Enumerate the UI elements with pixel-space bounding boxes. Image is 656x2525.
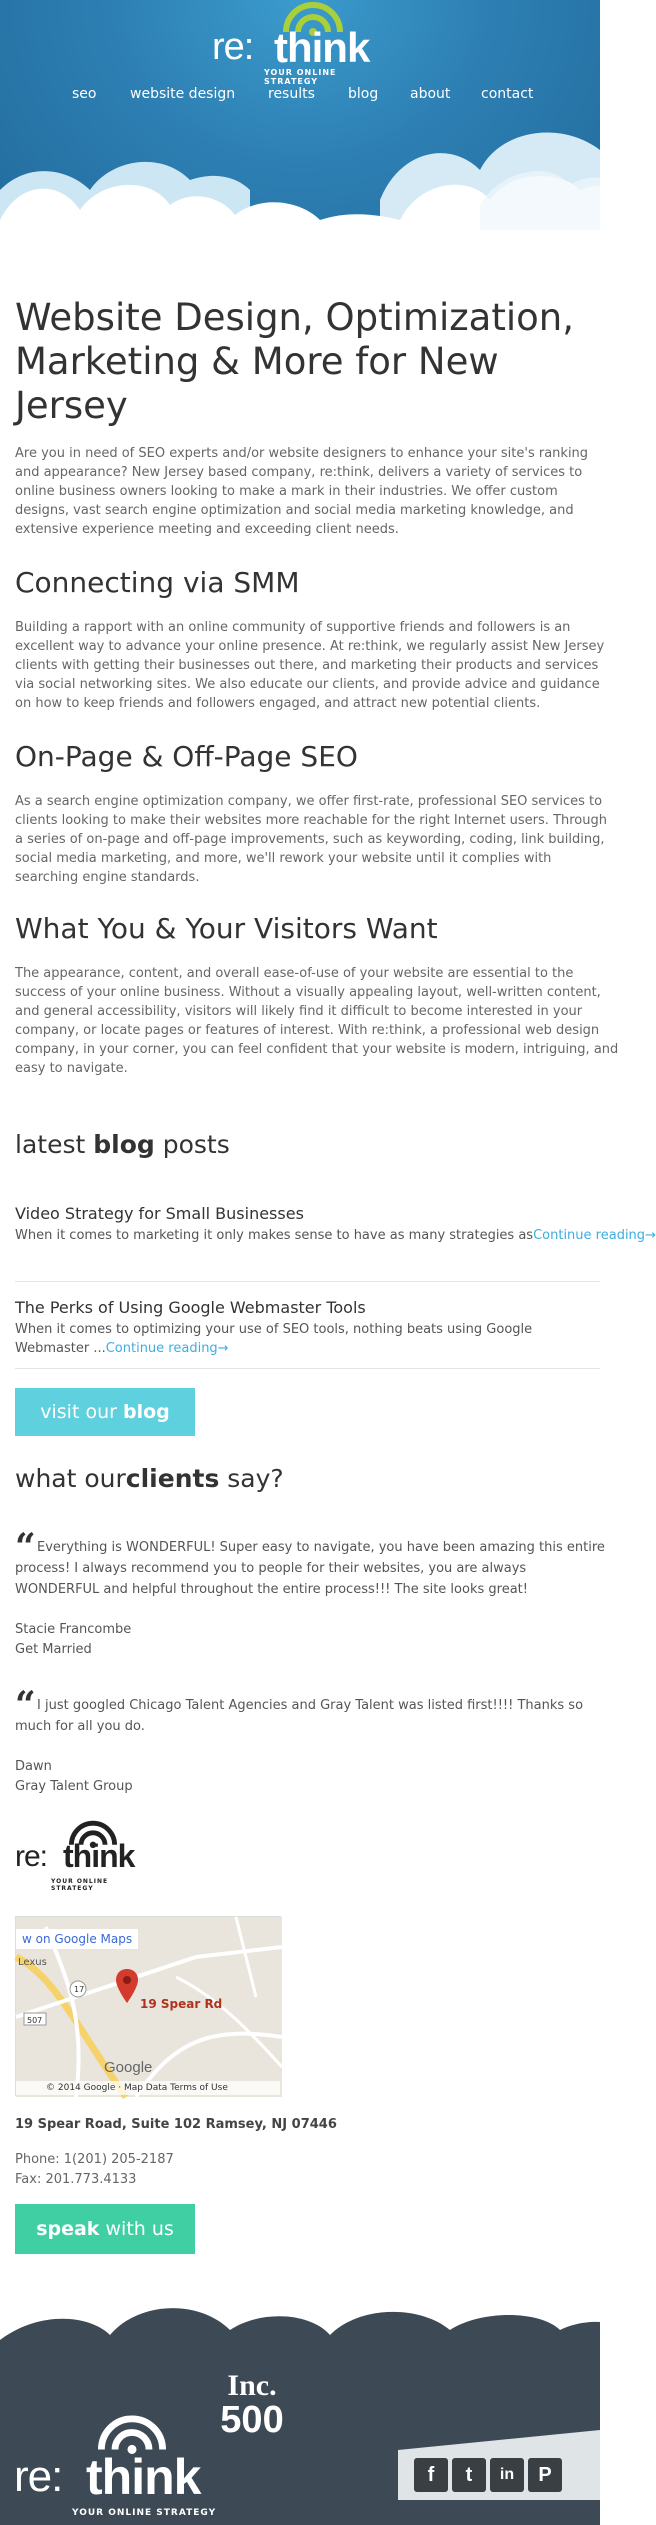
inc-number: 500	[220, 2399, 284, 2441]
heading-text: posts	[162, 1130, 230, 1159]
button-bold: speak	[36, 2218, 100, 2240]
quote-line: process! I always recommend you to people for their websites, you are always	[15, 1561, 527, 1576]
speak-with-us-button[interactable]	[15, 2204, 195, 2254]
svg-text:507: 507	[27, 2016, 43, 2025]
section-heading-visitors: What You & Your Visitors Want	[15, 912, 438, 945]
logo-re: re:	[212, 26, 254, 68]
post-excerpt	[15, 1320, 555, 1358]
logo-tagline: YOUR ONLINE STRATEGY	[51, 1878, 109, 1892]
google-map[interactable]	[15, 1916, 281, 2096]
nav-about[interactable]: about	[410, 86, 451, 102]
map-copyright: © 2014 Google · Map Data Terms of Use	[16, 2081, 280, 2095]
logo-tagline: YOUR ONLINE STRATEGY	[72, 2508, 217, 2518]
section-line: clients with getting their businesses out there, and marketing their products and services	[15, 658, 599, 673]
section-body-seo	[15, 792, 607, 887]
site-header	[0, 0, 600, 260]
heading-text: what our	[15, 1464, 126, 1493]
section-line: company, in your corner, you can feel confident that your website is modern, intriguing, and	[15, 1042, 619, 1057]
nav-contact[interactable]: contact	[481, 86, 534, 102]
section-line: via social networking sites. We also educate our clients, and provide advice and guidance	[15, 677, 600, 692]
button-text: with us	[105, 2218, 174, 2240]
facebook-icon[interactable]: f	[414, 2458, 448, 2492]
testimonial-quote	[15, 1526, 615, 1600]
testimonial	[15, 1684, 600, 1797]
section-line: excellent way to advance your online presence. At re:think, we regularly assist New Jersey	[15, 639, 605, 654]
intro-line: online business owners looking to make a mark in their industries. We offer custom	[15, 484, 558, 499]
author-name: Stacie Francombe	[15, 1622, 132, 1637]
author-company: Gray Talent Group	[15, 1779, 133, 1794]
excerpt-text: When it comes to marketing it only makes sense to have as many strategies as	[15, 1228, 534, 1243]
section-line: social media marketing, and more, we'll rework your website until it complies with	[15, 851, 552, 866]
author-name: Dawn	[15, 1759, 52, 1774]
linkedin-icon[interactable]: in	[490, 2458, 524, 2492]
svg-text:17: 17	[74, 1985, 85, 1994]
quote-line: I just googled Chicago Talent Agencies and Gray Talent was listed first!!!! Thanks so	[37, 1698, 584, 1713]
testimonial-author	[15, 1757, 600, 1797]
heading-text: say?	[227, 1464, 284, 1493]
section-body-visitors	[15, 964, 619, 1078]
blog-post	[15, 1298, 600, 1358]
heading-bold: clients	[125, 1464, 220, 1493]
inc-title: Inc.	[227, 2369, 277, 2402]
site-logo[interactable]	[212, 8, 392, 86]
map-place-label: Lexus	[18, 1957, 47, 1968]
social-links	[414, 2458, 564, 2498]
quote-line: WONDERFUL and helpful throughout the entire process!!! The site looks great!	[15, 1582, 528, 1597]
section-heading-seo: On-Page & Off-Page SEO	[15, 740, 358, 773]
section-line: searching engine standards.	[15, 870, 200, 885]
footer-logo[interactable]	[14, 2420, 244, 2520]
intro-line: and appearance? New Jersey based company, re:think, delivers a variety of services to	[15, 465, 583, 480]
section-line: and general accessibility, visitors will likely find it difficult to become interested in your	[15, 1004, 583, 1019]
google-watermark: Google	[104, 2059, 153, 2076]
post-title-link[interactable]: The Perks of Using Google Webmaster Tools	[15, 1298, 366, 1317]
logo-think: think	[274, 24, 370, 71]
section-heading-smm: Connecting via SMM	[15, 566, 300, 599]
contact-address: 19 Spear Road, Suite 102 Ramsey, NJ 07446	[15, 2117, 337, 2132]
nav-results[interactable]: results	[268, 86, 315, 102]
heading-text: latest	[15, 1130, 86, 1159]
logo-think: think	[63, 1838, 135, 1874]
section-line: company, or locate pages or features of interest. With re:think, a professional web design	[15, 1023, 600, 1038]
view-on-google-maps-link[interactable]: w on Google Maps	[16, 1929, 138, 1949]
logo-think: think	[86, 2449, 201, 2505]
heading-bold: blog	[93, 1130, 155, 1159]
visit-blog-button[interactable]	[15, 1388, 195, 1436]
testimonial	[15, 1526, 605, 1660]
post-title-link[interactable]: Video Strategy for Small Businesses	[15, 1204, 304, 1223]
page-title: Website Design, Optimization, Marketing & More for New Jersey	[15, 296, 574, 427]
nav-blog[interactable]: blog	[348, 86, 379, 102]
section-line: easy to navigate.	[15, 1061, 128, 1076]
section-line: As a search engine optimization company, we offer first-rate, professional SEO services to	[15, 794, 603, 809]
button-text: visit our	[40, 1401, 117, 1423]
author-company: Get Married	[15, 1642, 92, 1657]
testimonial-author	[15, 1620, 600, 1660]
section-body-smm	[15, 618, 605, 713]
logo-tagline: YOUR ONLINE STRATEGY	[264, 68, 337, 86]
section-line: The appearance, content, and overall ease-of-use of your website are essential to the	[15, 966, 574, 981]
intro-line: extensive experience meeting and exceeding client needs.	[15, 522, 399, 537]
map-marker-icon	[116, 1969, 138, 2003]
blog-post	[15, 1204, 656, 1245]
button-bold: blog	[122, 1401, 170, 1423]
contact-phone: Phone: 1(201) 205-2187	[15, 2152, 174, 2167]
continue-reading-link[interactable]: Continue reading→	[533, 1228, 656, 1243]
intro-line: Are you in need of SEO experts and/or website designers to enhance your site's ranking	[15, 446, 589, 461]
twitter-icon[interactable]: t	[452, 2458, 486, 2492]
logo-re: re:	[14, 2452, 63, 2501]
contact-fax: Fax: 201.773.4133	[15, 2172, 137, 2187]
section-line: Building a rapport with an online community of supportive friends and followers is an	[15, 620, 571, 635]
continue-reading-link[interactable]: Continue reading→	[105, 1341, 229, 1356]
divider	[15, 1281, 600, 1282]
intro-paragraph	[15, 444, 600, 539]
section-line: clients looking to make their websites more reachable for the right Internet users. Through	[15, 813, 607, 828]
quote-line: Everything is WONDERFUL! Super easy to navigate, you have been amazing this entire	[37, 1540, 605, 1555]
latest-blog-heading	[15, 1130, 600, 1159]
logo-re: re:	[15, 1840, 48, 1873]
intro-line: designs, vast search engine optimization and social media marketing knowledge, and	[15, 503, 574, 518]
map-marker-label: 19 Spear Rd	[140, 1997, 223, 2011]
main-nav	[0, 86, 600, 110]
quote-mark-icon: “	[15, 1526, 36, 1568]
cloud-decoration	[0, 120, 600, 260]
section-line: success of your online business. Without a visually appealing layout, well-written content,	[15, 985, 601, 1000]
section-line: a series of on-page and off-page improvements, such as keywording, coding, link building,	[15, 832, 605, 847]
clients-heading	[15, 1464, 600, 1493]
testimonial-quote	[15, 1684, 615, 1737]
section-line: on how to keep friends and followers engaged, and attract new potential clients.	[15, 696, 541, 711]
divider	[15, 1368, 600, 1369]
excerpt-text: When it comes to optimizing your use of SEO tools, nothing beats using Google Webmaster ...	[15, 1322, 533, 1356]
pinterest-icon[interactable]: P	[528, 2458, 562, 2492]
contact-logo	[15, 1826, 145, 1892]
nav-website-design[interactable]: website design	[130, 86, 236, 102]
quote-mark-icon: “	[15, 1684, 36, 1726]
quote-line: much for all you do.	[15, 1719, 145, 1734]
post-excerpt	[15, 1226, 656, 1245]
nav-seo[interactable]: seo	[72, 86, 97, 102]
